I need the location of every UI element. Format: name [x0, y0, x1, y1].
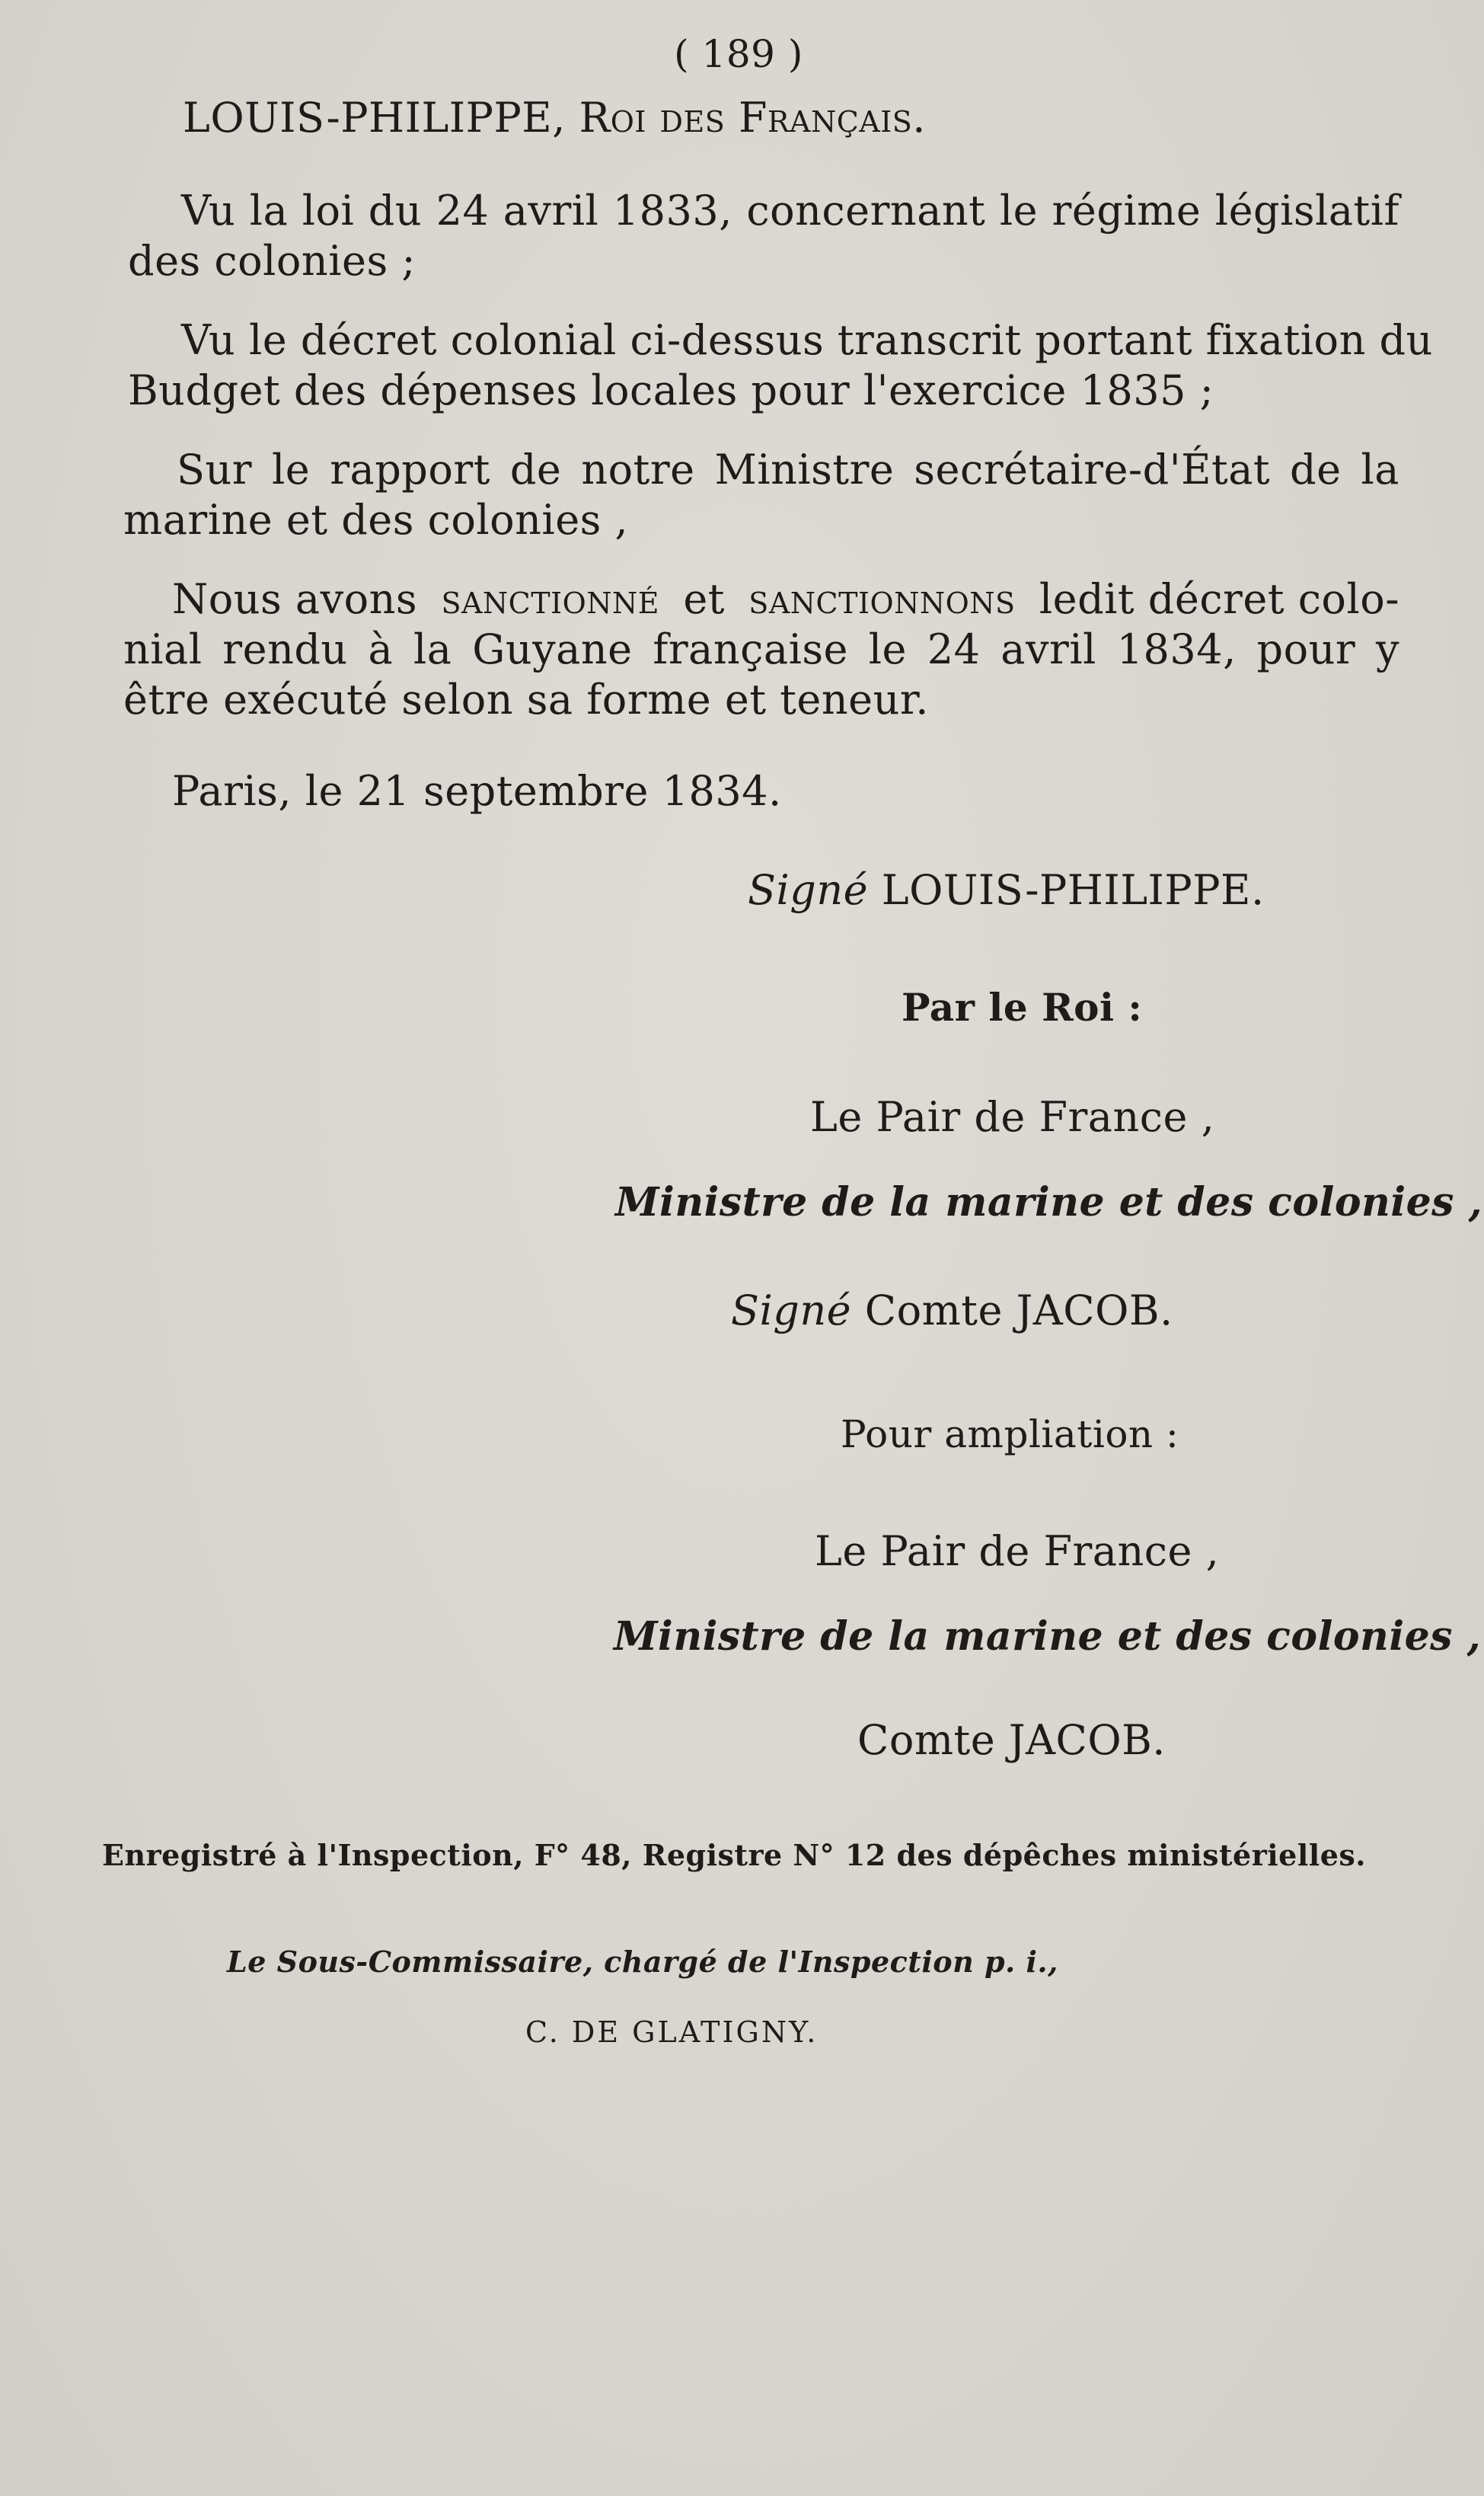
paragraph-4-line-3: être exécuté selon sa forme et teneur.: [123, 676, 929, 724]
paragraph-2-line-1: Vu le décret colonial ci-dessus transcrit portant fixation du: [181, 316, 1433, 364]
king-signature: [748, 865, 1265, 916]
paragraph-3-line-2: marine et des colonies ,: [123, 496, 629, 544]
heading-name: LOUIS-PHILIPPE: [183, 94, 553, 142]
p4-sanctionne: sanctionné: [441, 575, 659, 623]
signe-label-2: Signé: [731, 1286, 852, 1334]
paragraph-2-line-2: Budget des dépenses locales pour l'exercice 1835 ;: [128, 366, 1214, 414]
par-le-roi: Par le Roi :: [902, 985, 1143, 1030]
p4-et: et: [683, 575, 725, 623]
comte-jacob-2: Comte JACOB.: [857, 1716, 1166, 1764]
paragraph-1-line-2: des colonies ;: [128, 237, 416, 285]
signe-label: Signé: [748, 866, 869, 914]
ministre-2: Ministre de la marine et des colonies ,: [614, 1613, 1482, 1660]
p4-sanctionnons: sanctionnons: [748, 575, 1016, 623]
king-name: LOUIS-PHILIPPE.: [881, 866, 1265, 914]
paragraph-3-line-1: Sur le rapport de notre Ministre secrétaire-d'État de la: [177, 446, 1399, 494]
enregistre-line: Enregistré à l'Inspection, F° 48, Registre N° 12 des dépêches ministérielles.: [102, 1838, 1367, 1872]
heading: [183, 93, 926, 143]
paragraph-1-line-1: Vu la loi du 24 avril 1833, concernant le régime législatif: [181, 187, 1399, 235]
p4-start: Nous avons: [172, 575, 418, 623]
paragraph-4-line-2: nial rendu à la Guyane française le 24 avril 1834, pour y: [123, 625, 1399, 673]
heading-title: , Roi des Français.: [552, 94, 926, 142]
date-line: Paris, le 21 septembre 1834.: [172, 767, 782, 815]
pour-ampliation: Pour ampliation :: [841, 1412, 1179, 1456]
pair-de-france-2: Le Pair de France ,: [815, 1527, 1220, 1575]
comte-jacob-1: Comte JACOB.: [864, 1286, 1173, 1334]
p4-end: ledit décret colo-: [1039, 575, 1399, 623]
comte-jacob-signature: [731, 1286, 1173, 1336]
ministre-1: Ministre de la marine et des colonies ,: [615, 1179, 1483, 1226]
sous-commissaire-line: Le Sous-Commissaire, chargé de l'Inspection p. i.,: [227, 1945, 1058, 1979]
page-number: ( 189 ): [674, 32, 803, 76]
pair-de-france-1: Le Pair de France ,: [810, 1093, 1215, 1141]
paragraph-4-line-1: [172, 574, 1399, 625]
glatigny-line: C. DE GLATIGNY.: [525, 2015, 819, 2049]
